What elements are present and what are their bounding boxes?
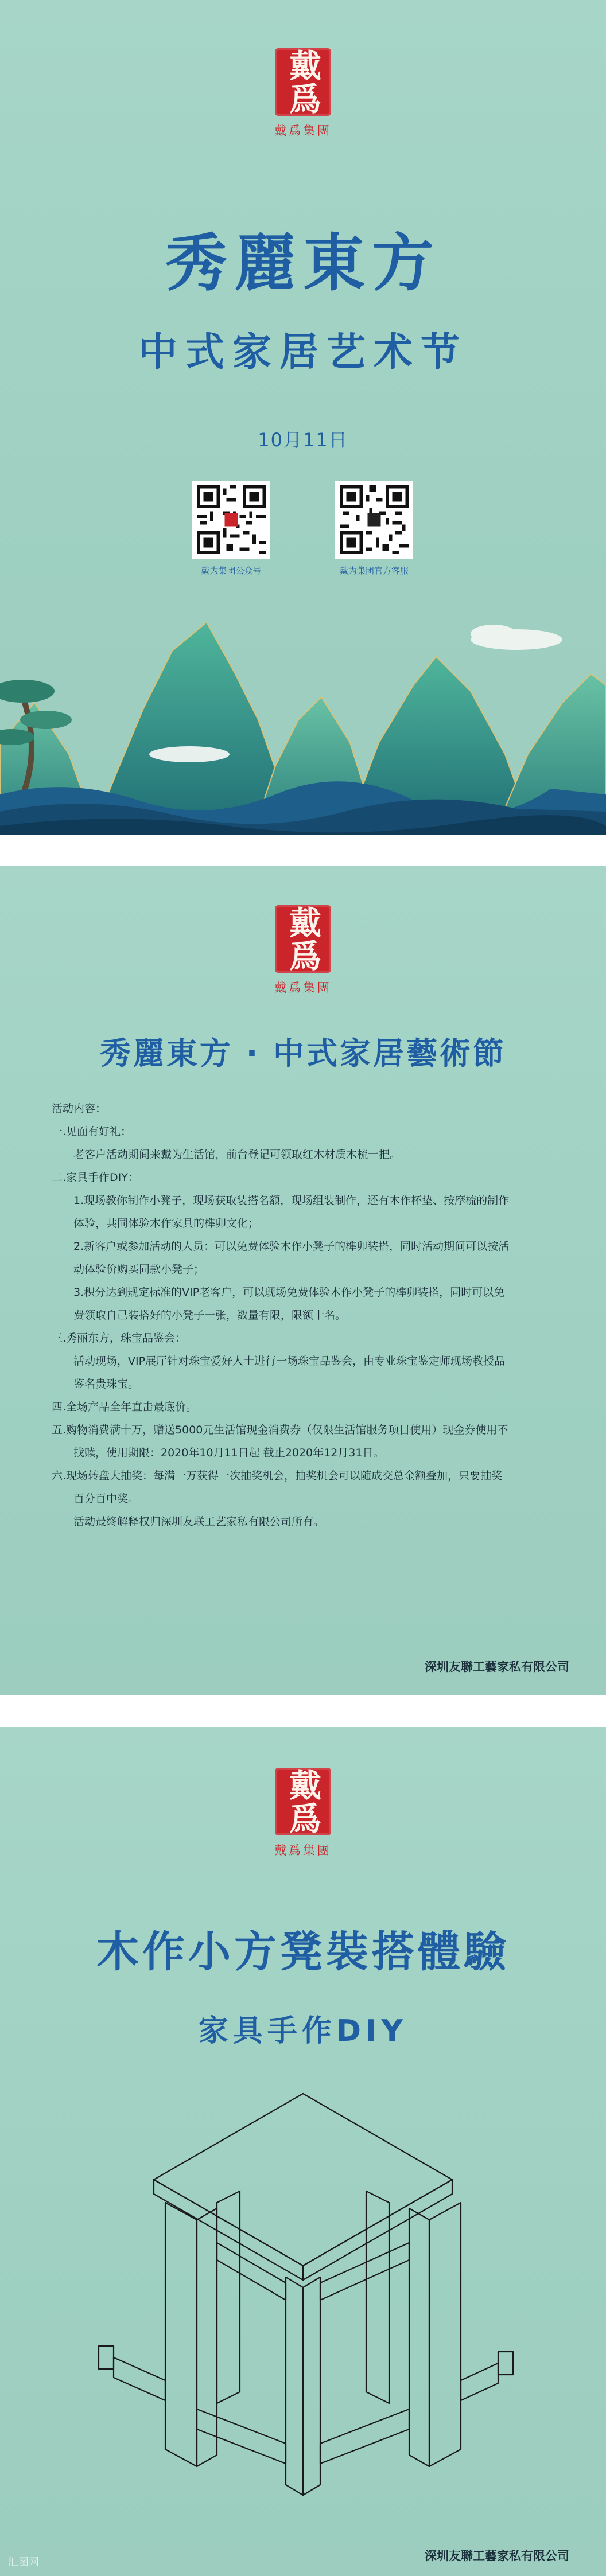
qr-code-icon [335,481,413,559]
seal-logo-icon: 戴爲 [275,905,331,973]
content-line: 老客户活动期间来戴为生活馆，前台登记可领取红木材质木梳一把。 [73,1148,401,1161]
activity-content [52,1097,568,1533]
content-line: 3.积分达到规定标准的VIP老客户，可以现场免费体验木作小凳子的榫卯装搭，同时可以免 [73,1286,505,1299]
content-line: 动体验价购买同款小凳子； [73,1263,205,1276]
brand-name: 戴爲集團 [274,124,332,138]
content-line: 百分百中奖。 [73,1492,139,1505]
company-signature: 深圳友聯工藝家私有限公司 [425,2548,569,2563]
mountain-landscape-illustration [0,605,606,835]
poster3-title: 木作小方凳裝搭體驗 [96,1927,510,1977]
brand-logo [275,905,331,996]
content-line: 活动现场，VIP展厅针对珠宝爱好人士进行一场珠宝品鉴会，由专业珠宝鉴定师现场教授品 [73,1355,506,1367]
qr-label-customer-service: 戴为集团官方客服 [339,566,409,576]
content-line: 找赎，使用期限：2020年10月11日起 截止2020年12月31日。 [73,1447,384,1459]
content-line: 一.见面有好礼： [52,1125,132,1138]
poster2-title: 秀麗東方 · 中式家居藝術節 [99,1035,507,1071]
wooden-stool-illustration-icon [73,2071,533,2507]
content-line: 五.购物消费满十万，赠送5000元生活馆现金消费券（仅限生活馆服务项目使用）现金券使用不 [52,1424,508,1436]
content-line: 活动内容： [52,1102,107,1115]
brand-logo [275,48,331,139]
content-line: 鉴名贵珠宝。 [73,1378,139,1390]
content-line: 费领取自己装搭好的小凳子一张，数量有限，限额十名。 [73,1309,347,1322]
content-line: 体验，共同体验木作家具的榫卯文化； [73,1217,259,1230]
brand-logo [275,1768,331,1858]
poster-stool-diy [0,1727,606,2576]
poster-festival-cover [0,0,606,835]
seal-logo-icon: 戴爲 [275,1768,331,1835]
content-line: 2.新客户或参加活动的人员：可以免费体验木作小凳子的榫卯装搭，同时活动期间可以按活 [73,1240,510,1253]
qr-label-official-account: 戴为集团公众号 [201,566,262,576]
poster1-subtitle: 中式家居艺术节 [138,330,468,375]
brand-name: 戴爲集團 [274,1844,332,1857]
content-line: 活动最终解释权归深圳友联工艺家私有限公司所有。 [73,1515,325,1528]
company-signature: 深圳友聯工藝家私有限公司 [425,1659,569,1674]
poster3-subtitle: 家具手作DIY [198,2014,408,2048]
content-line: 1.现场教你制作小凳子，现场获取装搭名额，现场组装制作，还有木作杯垫、按摩梳的制作 [73,1194,510,1207]
qr-code-icon [192,481,270,559]
content-line: 四.全场产品全年直击最底价。 [52,1401,197,1413]
seal-logo-icon: 戴爲 [275,48,331,116]
watermark-text: 汇图网 [8,2556,39,2569]
content-line: 三.秀丽东方，珠宝品鉴会： [52,1332,187,1344]
brand-name: 戴爲集團 [274,981,332,995]
content-line: 六.现场转盘大抽奖：每满一万获得一次抽奖机会，抽奖机会可以随成交总金额叠加，只要抽奖 [52,1470,503,1482]
qr-customer-service [305,481,443,576]
poster1-title: 秀麗東方 [165,228,441,299]
qr-official-account [162,481,300,576]
event-date: 10月11日 [258,429,348,451]
poster-activity-details [0,866,606,1695]
content-line: 二.家具手作DIY： [52,1171,139,1184]
